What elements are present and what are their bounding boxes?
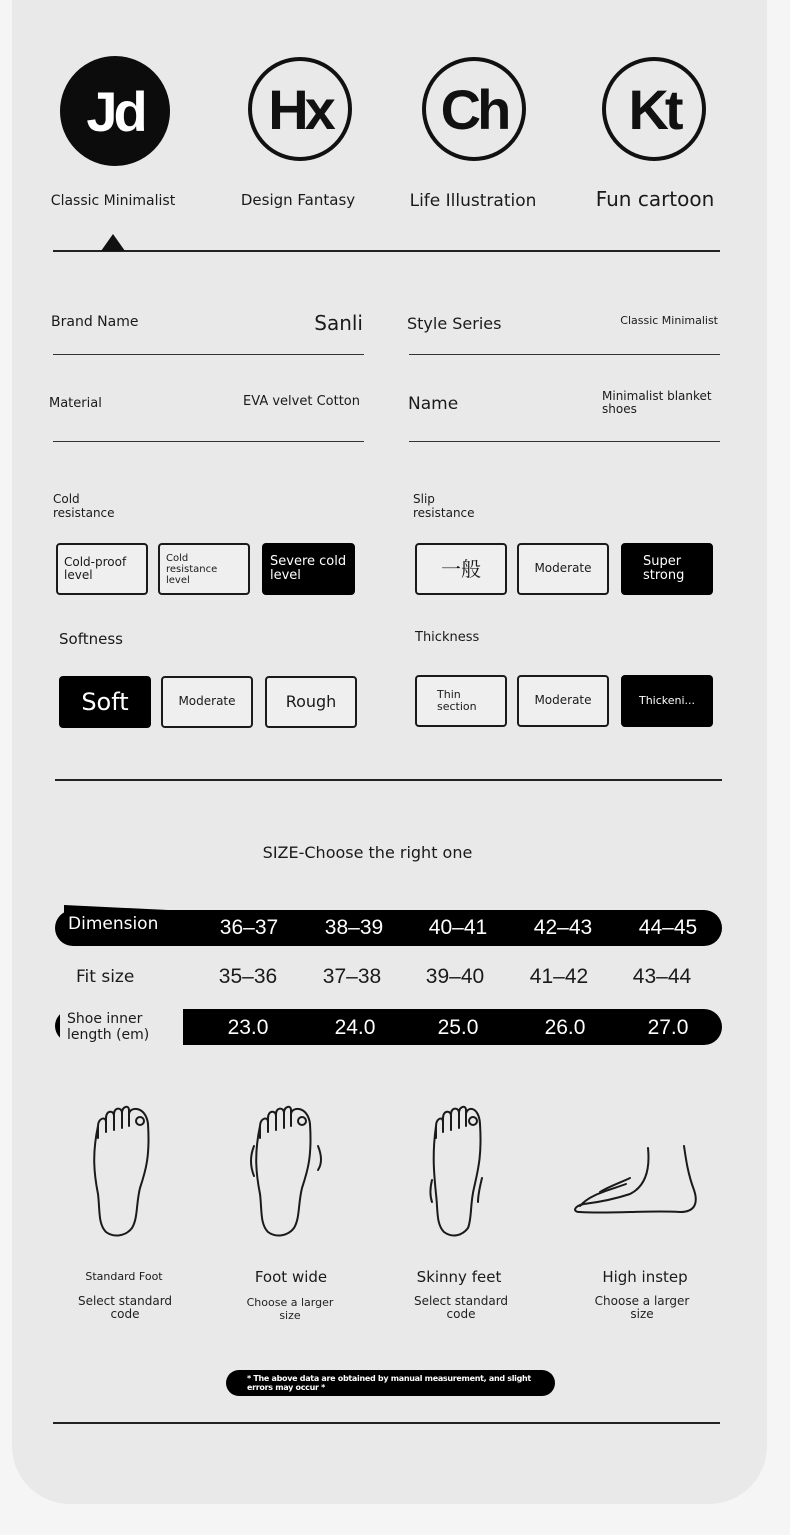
style-logo-hx[interactable] (248, 57, 352, 161)
divider (53, 441, 364, 442)
softness-option-rough[interactable]: Rough (265, 676, 357, 728)
inner-length-cell: 23.0 (227, 1016, 269, 1039)
dimension-cell: 38–39 (324, 916, 384, 939)
style-series-value: Classic Minimalist (620, 314, 718, 327)
foot-type-label: Foot wide (254, 1268, 328, 1286)
divider (409, 441, 720, 442)
bottom-divider (53, 1422, 720, 1424)
cold-option-cold-proof[interactable]: Cold-proof level (56, 543, 148, 595)
section-divider (55, 779, 722, 781)
style-logo-jd[interactable] (60, 56, 170, 166)
cold-option-cold-resistance[interactable]: Cold resistance level (158, 543, 250, 595)
style-series-label: Style Series (407, 314, 502, 333)
inner-length-cell: 27.0 (647, 1016, 689, 1039)
dimension-cell: 40–41 (428, 916, 488, 939)
thickness-option-moderate[interactable]: Moderate (517, 675, 609, 727)
foot-type-label: Skinny feet (416, 1268, 502, 1286)
foot-type-advice: Select standard code (77, 1294, 173, 1321)
inner-length-row-label: Shoe inner length (em) (67, 1011, 150, 1043)
style-label-cartoon[interactable]: Fun cartoon (595, 187, 715, 211)
material-value: EVA velvet Cotton (243, 394, 360, 409)
softness-option-moderate[interactable]: Moderate (161, 676, 253, 728)
brand-name-value: Sanli (314, 311, 363, 335)
measurement-note: * The above data are obtained by manual measurement, and slight errors may occur * (247, 1374, 531, 1392)
fit-size-row-label: Fit size (76, 967, 135, 987)
foot-type-label: High instep (602, 1268, 688, 1286)
fit-size-cell: 35–36 (218, 965, 278, 988)
wide-foot-icon (246, 1104, 326, 1240)
slip-option-super-strong[interactable]: Super strong (621, 543, 713, 595)
fit-size-cell: 41–42 (529, 965, 589, 988)
inner-length-cell: 26.0 (544, 1016, 586, 1039)
style-mark: Kt (628, 77, 680, 141)
softness-label: Softness (59, 630, 123, 648)
style-mark: Jd (86, 79, 144, 143)
dimension-row-label: Dimension (68, 914, 159, 934)
fit-size-cell: 37–38 (322, 965, 382, 988)
style-mark: Ch (440, 77, 508, 141)
selected-style-indicator-icon (101, 234, 125, 251)
high-instep-foot-icon (570, 1140, 702, 1220)
slip-option-general[interactable]: 一般 (415, 543, 507, 595)
material-label: Material (49, 396, 102, 411)
slip-option-moderate[interactable]: Moderate (517, 543, 609, 595)
name-value: Minimalist blanket shoes (602, 389, 712, 416)
divider (409, 354, 720, 355)
inner-length-cell: 25.0 (437, 1016, 479, 1039)
skinny-foot-icon (424, 1104, 496, 1240)
brand-name-label: Brand Name (51, 314, 139, 330)
style-label-design[interactable]: Design Fantasy (240, 191, 356, 209)
inner-length-cell: 24.0 (334, 1016, 376, 1039)
cold-resistance-label: Cold resistance (53, 492, 115, 520)
foot-type-advice: Choose a larger size (594, 1294, 690, 1321)
style-label-classic[interactable]: Classic Minimalist (50, 193, 176, 209)
style-selector-rule (53, 250, 720, 252)
standard-foot-icon (88, 1104, 160, 1240)
slip-resistance-label: Slip resistance (413, 492, 475, 520)
dimension-tab-shape (64, 905, 168, 913)
dimension-cell: 42–43 (533, 916, 593, 939)
divider (53, 354, 364, 355)
name-label: Name (408, 394, 459, 414)
foot-type-advice: Choose a larger size (246, 1296, 334, 1322)
foot-type-advice: Select standard code (413, 1294, 509, 1321)
style-label-life[interactable]: Life Illustration (409, 191, 537, 211)
dimension-cell: 36–37 (219, 916, 279, 939)
size-title: SIZE-Choose the right one (262, 843, 473, 862)
style-logo-ch[interactable] (422, 57, 526, 161)
dimension-cell: 44–45 (638, 916, 698, 939)
fit-size-cell: 43–44 (632, 965, 692, 988)
thickness-label: Thickness (415, 630, 480, 645)
thickness-option-thin[interactable]: Thin section (415, 675, 507, 727)
softness-option-soft[interactable]: Soft (59, 676, 151, 728)
foot-type-label: Standard Foot (85, 1270, 163, 1283)
thickness-option-thickened[interactable]: Thickeni... (621, 675, 713, 727)
style-logo-kt[interactable] (602, 57, 706, 161)
cold-option-severe-cold[interactable]: Severe cold level (262, 543, 355, 595)
fit-size-cell: 39–40 (425, 965, 485, 988)
style-mark: Hx (268, 77, 332, 141)
